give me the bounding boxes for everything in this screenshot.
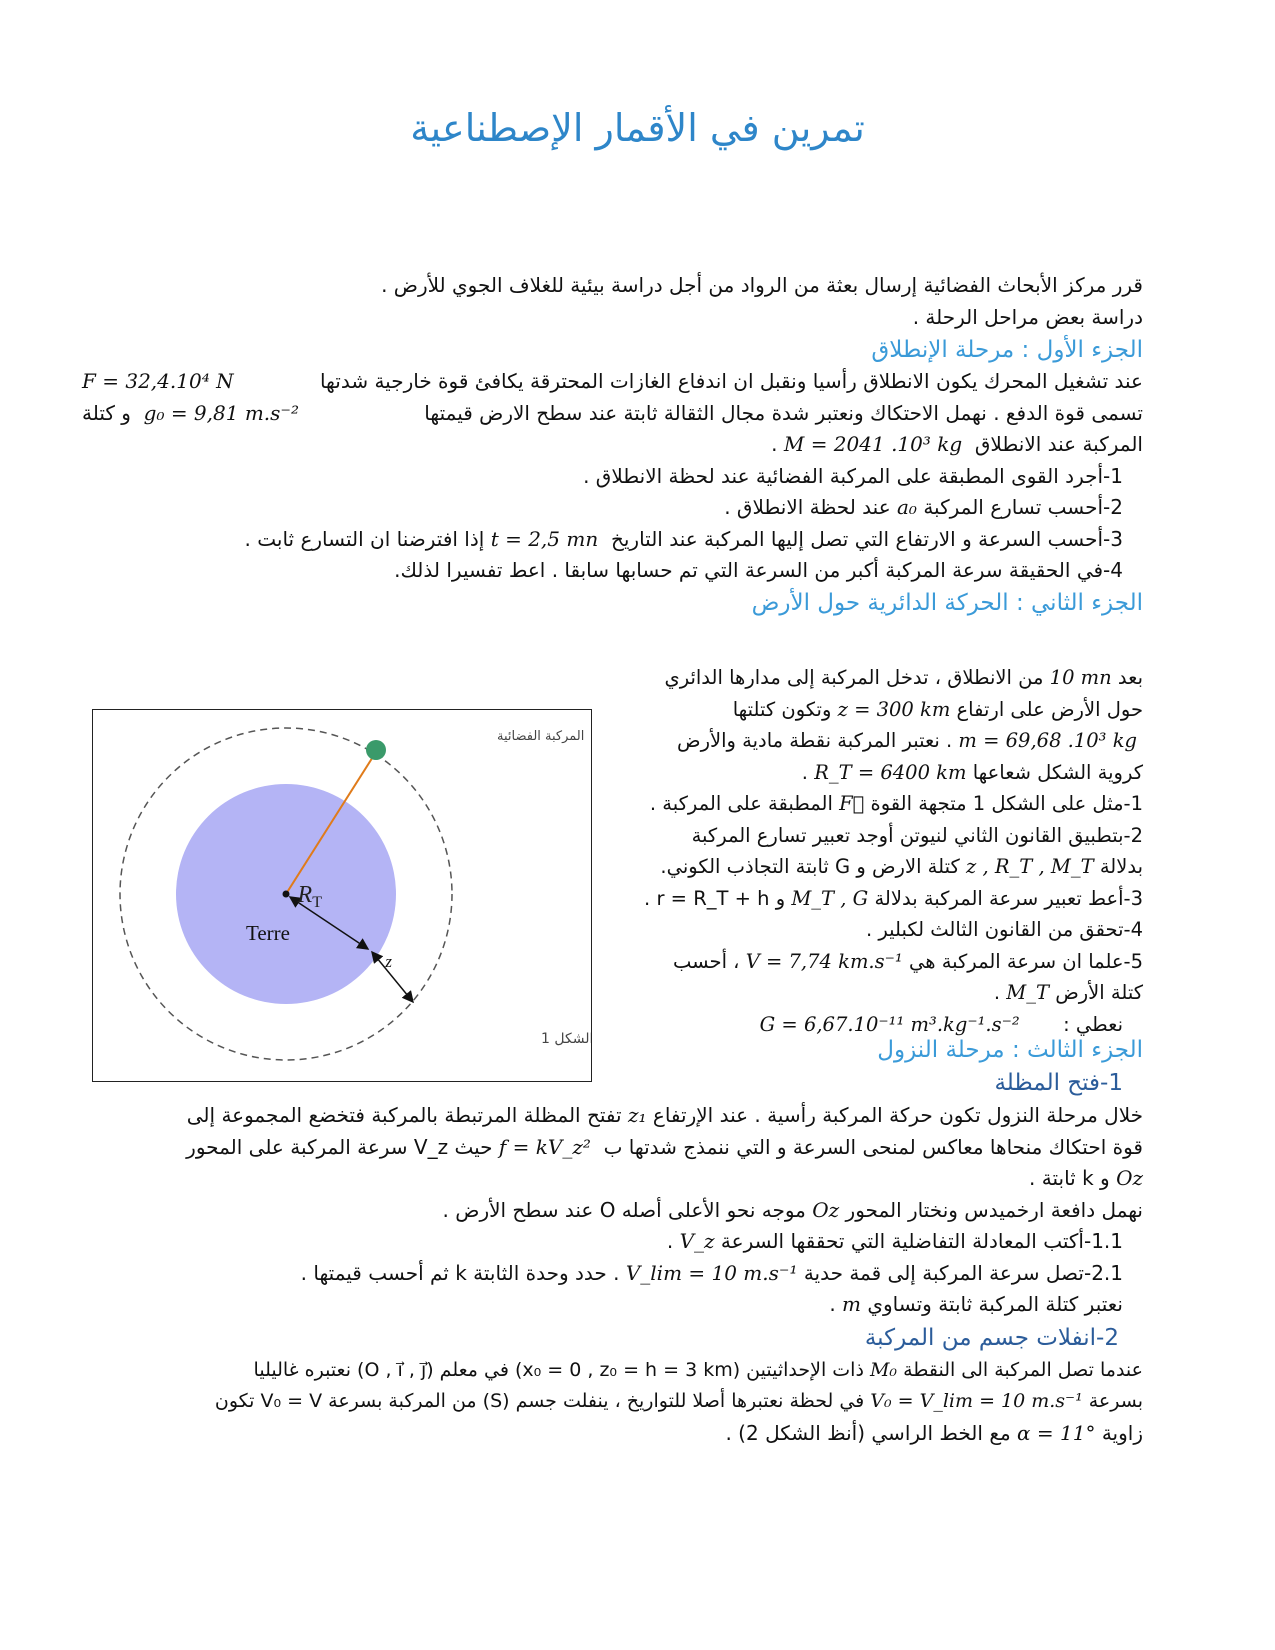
- part2-line-2: حول الأرض على ارتفاع z = 300 km وتكون كتلتها: [732, 697, 1143, 721]
- part1-text-2: تسمى قوة الدفع . نهمل الاحتكاك ونعتبر شدة مجال الثقالة ثابتة عند سطح الارض قيمتها g₀ = 9,81 m.s⁻² و كتلة: [82, 400, 1143, 425]
- part1-text-1: عند تشغيل المحرك يكون الانطلاق رأسيا ونقبل ان اندفاع الغازات المحترقة يكافئ قوة خارجية شدتها F = 32,4.10⁴ N: [82, 369, 1143, 393]
- part3-block: [82, 1034, 1143, 1449]
- part3-line-1: خلال مرحلة النزول تكون حركة المركبة رأسية . عند الإرتفاع z₁ تفتح المظلة المرتبطة بالمركبة فتخضع المجموعة إلى: [186, 1103, 1143, 1127]
- orbit-diagram: [93, 710, 591, 1081]
- satellite-dot: [366, 740, 386, 760]
- part2-line-3: m = 69,68 .10³ kg . نعتبر المركبة نقطة مادية والأرض: [677, 729, 1137, 752]
- intro-line-1: قرر مركز الأبحاث الفضائية إرسال بعثة من الرواد من أجل دراسة بيئية للغلاف الجوي للأرض .: [381, 273, 1143, 297]
- radius-label: $R_T$: [297, 882, 322, 911]
- part2-heading: الجزء الثاني : الحركة الدائرية حول الأرض: [751, 589, 1143, 616]
- part3-line-8: عندما تصل المركبة الى النقطة M₀ ذات الإحداثيتين (x₀ = 0 , z₀ = h = 3 km) في معلم (O , i⃗ , j⃗) نعتبره غاليليا: [253, 1358, 1143, 1381]
- part3-line-3: Oz و k ثابتة .: [1029, 1166, 1143, 1190]
- part1-question-3: 3-أحسب السرعة و الارتفاع التي تصل إليها المركبة عند التاريخ t = 2,5 mn إذا افترضنا ان التسارع ثابت .: [244, 526, 1123, 551]
- intro-block: [82, 270, 1143, 619]
- figure-caption: الشكل 1: [541, 1031, 591, 1047]
- figure-1: [92, 709, 592, 1082]
- part2-line-12: نعطي : G = 6,67.10⁻¹¹ m³.kg⁻¹.s⁻²: [759, 1012, 1123, 1036]
- altitude-label: z: [385, 952, 392, 971]
- part3-sub2: 2-انفلات جسم من المركبة: [864, 1324, 1119, 1351]
- part2-line-1: بعد 10 mn من الانطلاق ، تدخل المركبة إلى مدارها الدائري: [664, 666, 1143, 689]
- part1-question-4: 4-في الحقيقة سرعة المركبة أكبر من السرعة التي تم حسابها سابقا . اعط تفسيرا لذلك.: [394, 558, 1123, 582]
- part2-line-7: بدلالة z , R_T , M_T كتلة الارض و G ثابتة التجاذب الكوني.: [660, 855, 1143, 878]
- part2-line-8: 3-أعط تعبير سرعة المركبة بدلالة M_T , G و r = R_T + h .: [644, 886, 1143, 910]
- part2-line-4: كروية الشكل شعاعها R_T = 6400 km .: [801, 760, 1143, 784]
- part2-line-11: كتلة الأرض M_T .: [993, 981, 1143, 1004]
- part1-heading: الجزء الأول : مرحلة الإنطلاق: [871, 337, 1143, 363]
- part2-line-9: 4-تحقق من القانون الثالث لكبلير .: [865, 918, 1143, 941]
- part1-question-1: 1-أجرد القوى المطبقة على المركبة الفضائية عند لحظة الانطلاق .: [583, 463, 1123, 488]
- earth-label: Terre: [246, 921, 290, 945]
- part2-block: [612, 662, 1143, 1040]
- part1-question-2: 2-أحسب تسارع المركبة a₀ عند لحظة الانطلاق .: [724, 495, 1123, 519]
- part3-line-7: نعتبر كتلة المركبة ثابتة وتساوي m .: [829, 1292, 1123, 1316]
- part3-line-9: بسرعة V₀ = V_lim = 10 m.s⁻¹ في لحظة نعتبرها أصلا للتواريخ ، ينفلت جسم (S) من المركبة بسرعة V₀ = V تكون: [214, 1390, 1143, 1412]
- part3-line-5: 1.1-أكتب المعادلة التفاضلية التي تحققها السرعة V_z .: [666, 1229, 1123, 1253]
- part1-text-3: المركبة عند الانطلاق M = 2041 .10³ kg .: [771, 432, 1143, 456]
- part3-sub1: 1-فتح المظلة: [994, 1070, 1123, 1096]
- part3-line-4: نهمل دافعة ارخميدس ونختار المحور Oz موجه نحو الأعلى أصله O عند سطح الأرض .: [442, 1197, 1143, 1222]
- part3-line-6: 2.1-تصل سرعة المركبة إلى قمة حدية V_lim = 10 m.s⁻¹ . حدد وحدة الثابتة k ثم أحسب قيمتها .: [300, 1260, 1123, 1285]
- page-title: تمرين في الأقمار الإصطناعية: [410, 106, 865, 150]
- altitude-arrow: [372, 952, 413, 1002]
- part2-line-5: 1-مثل على الشكل 1 متجهة القوة F⃗ المطبقة على المركبة .: [649, 792, 1143, 815]
- earth-center-dot: [283, 891, 290, 898]
- part2-line-6: 2-بتطبيق القانون الثاني لنيوتن أوجد تعبير تسارع المركبة: [691, 823, 1143, 847]
- part2-line-10: 5-علما ان سرعة المركبة هي V = 7,74 km.s⁻¹ ، أحسب: [672, 949, 1143, 973]
- part3-heading: الجزء الثالث : مرحلة النزول: [877, 1037, 1143, 1063]
- part3-line-2: قوة احتكاك منحاها معاكس لمنحى السرعة و التي ننمذج شدتها ب f = kV_z² حيث V_z سرعة المركبة على المحور: [186, 1134, 1143, 1159]
- satellite-label: المركبة الفضائية: [497, 729, 585, 744]
- part3-line-10: زاوية α = 11° مع الخط الراسي (أنظ الشكل 2) .: [725, 1420, 1143, 1445]
- intro-line-2: دراسة بعض مراحل الرحلة .: [912, 304, 1143, 329]
